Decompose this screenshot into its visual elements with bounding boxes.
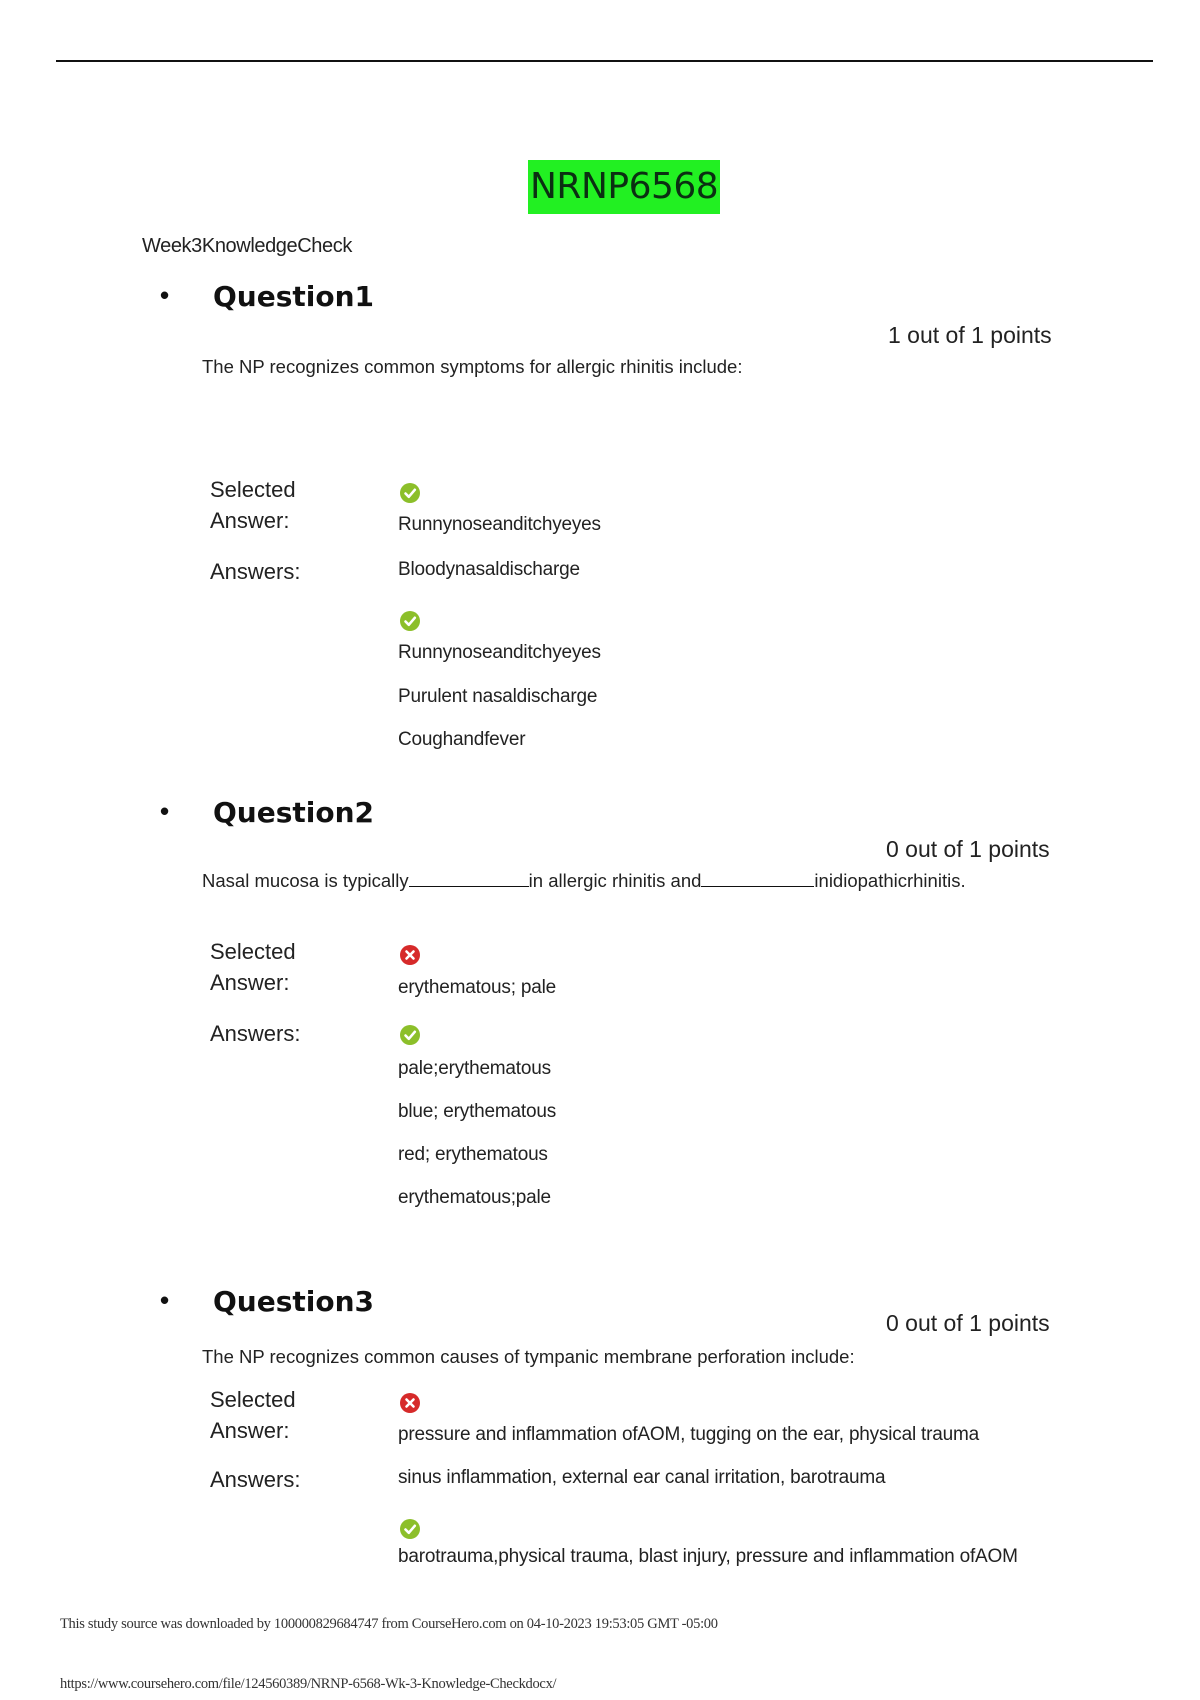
answers-label: Answers: — [210, 1021, 301, 1046]
answers-label: Answers: — [210, 559, 301, 584]
answers-label: Answers: — [210, 1467, 301, 1492]
course-code-highlight: NRNP6568 — [528, 160, 720, 214]
question-1-title: Question1 — [213, 280, 375, 313]
incorrect-icon — [399, 1392, 421, 1414]
source-url[interactable]: https://www.coursehero.com/file/124560389/NRNP-6568-Wk-3-Knowledge-Checkdocx/ — [60, 1676, 557, 1692]
correct-icon — [399, 1024, 421, 1046]
bullet: • — [160, 280, 170, 310]
incorrect-icon — [399, 944, 421, 966]
correct-icon — [399, 1518, 421, 1540]
question-3-points: 0 out of 1 points — [886, 1310, 1050, 1336]
question-2-title: Question2 — [213, 796, 375, 829]
bullet: • — [160, 1285, 170, 1315]
download-source-note: This study source was downloaded by 100000829684747 from CourseHero.com on 04-10-2023 19:53:05 GMT -05:00 — [60, 1616, 718, 1632]
answer-option: Runnynoseanditchyeyes — [398, 642, 601, 663]
correct-icon — [399, 482, 421, 504]
answer-option: erythematous;pale — [398, 1187, 551, 1208]
correct-icon — [399, 610, 421, 632]
selected-answer-label: Selected Answer: — [210, 939, 296, 995]
bullet: • — [160, 796, 170, 826]
selected-answer-label: Selected Answer: — [210, 1387, 296, 1443]
answer-option: blue; erythematous — [398, 1101, 556, 1122]
answer-option: Coughandfever — [398, 729, 526, 750]
question-2-points: 0 out of 1 points — [886, 836, 1050, 862]
question-1-points: 1 out of 1 points — [888, 322, 1052, 348]
answer-option: Purulent nasaldischarge — [398, 686, 598, 707]
question-2-prompt: Nasal mucosa is typically in allergic rhinitis and inidiopathicrhinitis. — [202, 870, 966, 891]
selected-answer-text: erythematous; pale — [398, 977, 556, 998]
fill-blank — [701, 870, 814, 887]
question-1-prompt: The NP recognizes common symptoms for allergic rhinitis include: — [202, 356, 743, 377]
selected-answer-text: pressure and inflammation ofAOM, tugging on the ear, physical trauma — [398, 1424, 979, 1445]
top-divider — [56, 60, 1153, 62]
question-3-prompt: The NP recognizes common causes of tympanic membrane perforation include: — [202, 1346, 855, 1367]
page-subtitle: Week3KnowledgeCheck — [142, 235, 352, 257]
answer-option: sinus inflammation, external ear canal irritation, barotrauma — [398, 1467, 886, 1488]
answer-option: Bloodynasaldischarge — [398, 559, 580, 580]
answer-option: pale;erythematous — [398, 1058, 551, 1079]
question-3-title: Question3 — [213, 1285, 375, 1318]
selected-answer-text: Runnynoseanditchyeyes — [398, 514, 601, 535]
fill-blank — [409, 870, 529, 887]
selected-answer-label: Selected Answer: — [210, 477, 296, 533]
answer-option: red; erythematous — [398, 1144, 548, 1165]
answer-option: barotrauma,physical trauma, blast injury, pressure and inflammation ofAOM — [398, 1546, 1018, 1567]
